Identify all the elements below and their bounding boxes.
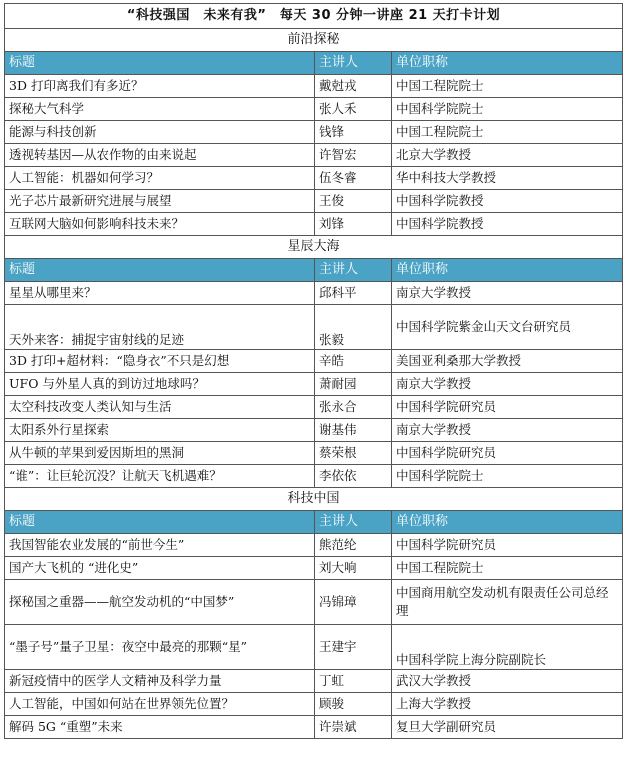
position-cell: 中国科学院研究员: [392, 442, 623, 465]
position-cell: 中国科学院上海分院副院长: [392, 625, 623, 670]
topic-cell: 人工智能，中国如何站在世界领先位置？: [5, 693, 315, 716]
speaker-cell: 许崇斌: [315, 716, 392, 739]
topic-cell: 能源与科技创新: [5, 121, 315, 144]
speaker-cell: 萧耐园: [315, 373, 392, 396]
position-cell: 武汉大学教授: [392, 670, 623, 693]
schedule-document: [4, 3, 622, 739]
position-cell: 中国科学院研究员: [392, 396, 623, 419]
table-row: [5, 716, 623, 739]
column-header-topic: 标题: [5, 52, 315, 75]
table-row: [5, 282, 623, 305]
table-row: [5, 305, 623, 350]
table-header: [5, 511, 623, 534]
table-row: [5, 693, 623, 716]
position-cell: 中国工程院院士: [392, 557, 623, 580]
position-cell: 中国工程院院士: [392, 121, 623, 144]
column-header-topic: 标题: [5, 511, 315, 534]
column-header-speaker: 主讲人: [315, 52, 392, 75]
column-header-position: 单位职称: [392, 259, 623, 282]
table-row: [5, 580, 623, 625]
position-cell: 中国科学院院士: [392, 465, 623, 488]
position-cell: 中国工程院院士: [392, 75, 623, 98]
speaker-cell: 王俊: [315, 190, 392, 213]
position-cell: 南京大学教授: [392, 373, 623, 396]
column-header-position: 单位职称: [392, 52, 623, 75]
table-row: [5, 144, 623, 167]
position-cell: 南京大学教授: [392, 419, 623, 442]
topic-cell: 太阳系外行星探索: [5, 419, 315, 442]
topic-cell: 光子芯片最新研究进展与展望: [5, 190, 315, 213]
topic-cell: 3D 打印离我们有多近？: [5, 75, 315, 98]
speaker-cell: 钱锋: [315, 121, 392, 144]
speaker-cell: 顾骏: [315, 693, 392, 716]
topic-cell: 我国智能农业发展的“前世今生”: [5, 534, 315, 557]
table-row: [5, 350, 623, 373]
table-header: [5, 52, 623, 75]
table-row: [5, 625, 623, 670]
position-cell: 美国亚利桑那大学教授: [392, 350, 623, 373]
topic-cell: 太空科技改变人类认知与生活: [5, 396, 315, 419]
table-row: [5, 557, 623, 580]
speaker-cell: 王建宇: [315, 625, 392, 670]
speaker-cell: 刘大响: [315, 557, 392, 580]
speaker-cell: 邱科平: [315, 282, 392, 305]
speaker-cell: 谢基伟: [315, 419, 392, 442]
section-title: 科技中国: [5, 488, 623, 511]
speaker-cell: 张永合: [315, 396, 392, 419]
position-cell: 南京大学教授: [392, 282, 623, 305]
table-row: [5, 534, 623, 557]
topic-cell: 探秘大气科学: [5, 98, 315, 121]
topic-cell: 人工智能：机器如何学习？: [5, 167, 315, 190]
position-cell: 北京大学教授: [392, 144, 623, 167]
topic-cell: 透视转基因—从农作物的由来说起: [5, 144, 315, 167]
topic-cell: 新冠疫情中的医学人文精神及科学力量: [5, 670, 315, 693]
table-row: [5, 670, 623, 693]
speaker-cell: 伍冬睿: [315, 167, 392, 190]
topic-cell: 天外来客：捕捉宇宙射线的足迹: [5, 305, 315, 350]
topic-cell: 星星从哪里来？: [5, 282, 315, 305]
section-title: 星辰大海: [5, 236, 623, 259]
position-cell: 中国科学院研究员: [392, 534, 623, 557]
table-row: [5, 190, 623, 213]
topic-cell: 从牛顿的苹果到爱因斯坦的黑洞: [5, 442, 315, 465]
column-header-topic: 标题: [5, 259, 315, 282]
table-row: [5, 167, 623, 190]
topic-cell: 3D 打印+超材料：“隐身衣”不只是幻想: [5, 350, 315, 373]
topic-cell: “谁”：让巨轮沉没？让航天飞机遇难？: [5, 465, 315, 488]
speaker-cell: 辛皓: [315, 350, 392, 373]
topic-cell: 探秘国之重器——航空发动机的“中国梦”: [5, 580, 315, 625]
table-row: [5, 213, 623, 236]
speaker-cell: 蔡荣根: [315, 442, 392, 465]
topic-cell: “墨子号”量子卫星：夜空中最亮的那颗“星”: [5, 625, 315, 670]
speaker-cell: 刘锋: [315, 213, 392, 236]
schedule-table: [4, 3, 623, 739]
speaker-cell: 戴尅戎: [315, 75, 392, 98]
speaker-cell: 熊范纶: [315, 534, 392, 557]
speaker-cell: 张人禾: [315, 98, 392, 121]
column-header-speaker: 主讲人: [315, 259, 392, 282]
table-row: [5, 419, 623, 442]
table-header: [5, 259, 623, 282]
table-row: [5, 442, 623, 465]
position-cell: 复旦大学副研究员: [392, 716, 623, 739]
table-row: [5, 373, 623, 396]
speaker-cell: 冯锦璋: [315, 580, 392, 625]
position-cell: 中国商用航空发动机有限责任公司总经理: [392, 580, 623, 625]
table-row: [5, 465, 623, 488]
table-row: [5, 396, 623, 419]
position-cell: 中国科学院紫金山天文台研究员: [392, 305, 623, 350]
topic-cell: 解码 5G “重塑”未来: [5, 716, 315, 739]
position-cell: 上海大学教授: [392, 693, 623, 716]
speaker-cell: 许智宏: [315, 144, 392, 167]
topic-cell: UFO 与外星人真的到访过地球吗？: [5, 373, 315, 396]
column-header-speaker: 主讲人: [315, 511, 392, 534]
position-cell: 中国科学院教授: [392, 190, 623, 213]
speaker-cell: 张毅: [315, 305, 392, 350]
topic-cell: 互联网大脑如何影响科技未来？: [5, 213, 315, 236]
position-cell: 华中科技大学教授: [392, 167, 623, 190]
column-header-position: 单位职称: [392, 511, 623, 534]
speaker-cell: 丁虹: [315, 670, 392, 693]
topic-cell: 国产大飞机的 “进化史”: [5, 557, 315, 580]
section-title: 前沿探秘: [5, 29, 623, 52]
page-title: “科技强国 未来有我” 每天 30 分钟一讲座 21 天打卡计划: [5, 4, 623, 29]
position-cell: 中国科学院院士: [392, 98, 623, 121]
table-row: [5, 121, 623, 144]
speaker-cell: 李依依: [315, 465, 392, 488]
table-row: [5, 75, 623, 98]
table-row: [5, 98, 623, 121]
position-cell: 中国科学院教授: [392, 213, 623, 236]
